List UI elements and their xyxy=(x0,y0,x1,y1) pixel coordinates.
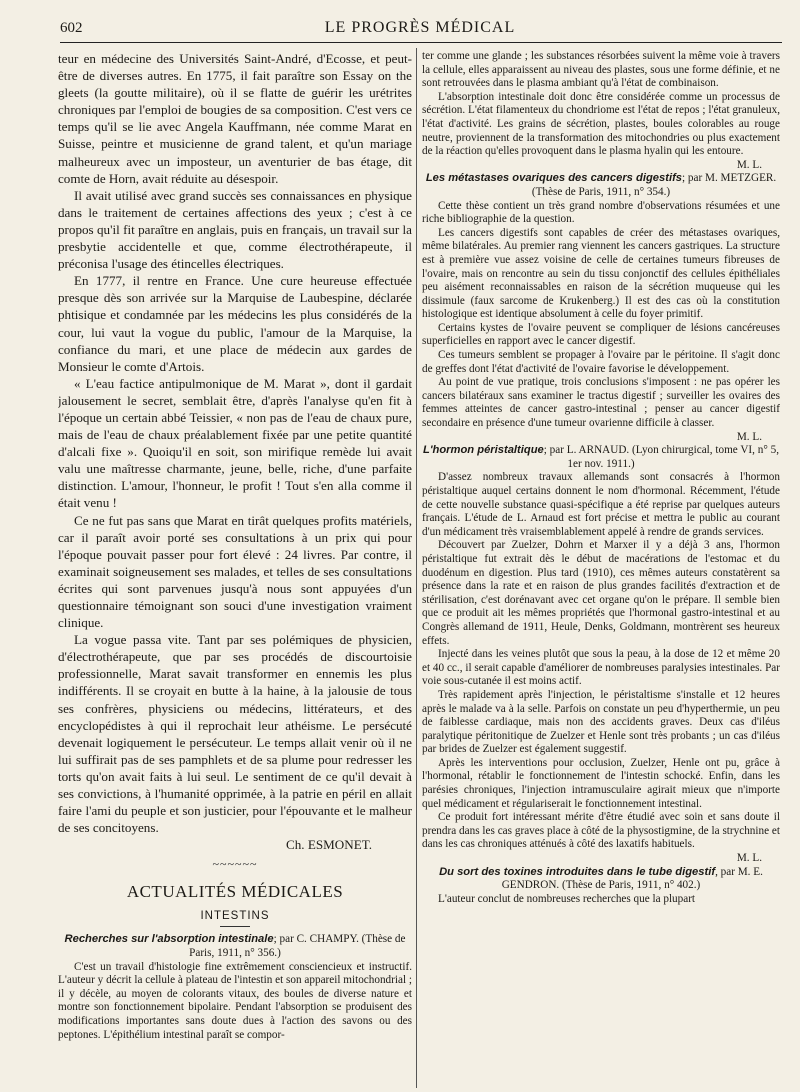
article-text: Très rapidement après l'injection, le péristaltisme s'installe et 12 heures après le malade va à la selle. Parfois on constate un peu d'hyperthermie, un peu de faiblesse cardiaque, mais non des accidents graves. Deux cas d'iléus paralytique péritonitique de Zuelzer et Henle sont très probants ; un cas d'iléus par brides de Zuelzer est également suggestif. xyxy=(422,688,780,756)
article-text: ter comme une glande ; les substances résorbées suivent la même voie à travers la cellule, elles apparaissent au niveau des plastes, sous une forme définie, et ne sont retrouvées dans le plasma ambiant qu'à l'état de combinaison. xyxy=(422,50,780,90)
short-rule xyxy=(220,926,250,927)
column-divider xyxy=(416,48,417,1088)
article-heading xyxy=(422,866,780,893)
article-text: D'assez nombreux travaux allemands sont consacrés à l'hormon péristaltique auquel certains donnent le nom d'hormonal. Récemment, l'étude de cette nouvelle substance quasi-spécifique a été reprise par quelques auteurs français. L'étude de L. Arnaud est fort précise et mettra le public au courant d'un médicament très vraisemblablement appelé à rendre de grands services. xyxy=(422,471,780,538)
header-rule xyxy=(60,42,782,43)
article-text: Au point de vue pratique, trois conclusions s'imposent : ne pas opérer les cancers bilatéraux sans examiner le tractus digestif ; surveiller les ovaires des femmes atteintes de cancer gastro-intestinal ; penser au cancer digestif secondaire en présence d'une tumeur ovarienne difficile à classer. xyxy=(422,376,780,430)
article-text: Injecté dans les veines plutôt que sous la peau, à la dose de 12 et même 20 et 40 cc., il serait capable d'améliorer de nombreuses paralysies intestinales. Par voie sous-cutanée il est moins actif. xyxy=(422,648,780,688)
article-text: C'est un travail d'histologie fine extrêmement consciencieux et instructif. L'auteur y décrit la cellule à plateau de l'intestin et son appareil mitochondrial ; il y décèle, au moyen de colorants vitaux, des boules de diverse nature et montre son fonctionnement bipolaire. Pendant l'absorption se produisent des modifications importantes sans doute dues à l'action des savons ou des peptones. L'épithélium intestinal paraît se compor- xyxy=(58,960,412,1041)
article-text: Les cancers digestifs sont capables de créer des métastases ovariques, même bilatérales. Au premier rang viennent les cancers gastriques. La structure est à première vue assez voisine de celle de certaines tumeurs fibreuses de l'ovaire, mais on rencontre au sein du tissu conjonctif des cellules épithéliales peu aisément reconnaissables en raison de la sécrétion muqueuse qui les dissimule (faux sarcome de Krukenberg.) Il est des cas où la constitution histologique est identique absolument à celle du foyer primitif. xyxy=(422,226,780,321)
article-text: Découvert par Zuelzer, Dohrn et Marxer il y a déjà 3 ans, l'hormon péristaltique fut extrait dès le début de macérations de l'estomac et du duodénum en digestion. Plus tard (1910), ces mêmes auteurs constatèrent sa présence dans la rate et en raison de plus grandes facilités d'extraction et de stérilisation, c'est dorénavant avec cet organe qu'on le prépare. Il semble bien que ce produit ait les mêmes propriétés que l'hormonal gastro-intestinal et au Congrès allemand de 1911, Heule, Denks, Goldmann, montrèrent ses heureux effets. xyxy=(422,539,780,647)
article-text: Cette thèse contient un très grand nombre d'observations résumées et une riche bibliographie de la question. xyxy=(422,199,780,226)
paragraph: Ce ne fut pas sans que Marat en tirât quelques profits matériels, car il paraît avoir porté ses consultations à un prix qui pour l'époque pouvait passer pour fort élevé : 24 livres. Par contre, il examinait soigneusement ses malades, et telles de ses consultations écrites qui sont parvenues jusqu'à nous sont appuyées d'un questionnaire témoignant son souci d'une investigation vraiment clinique. xyxy=(58,512,412,631)
author-signature: Ch. ESMONET. xyxy=(286,837,372,853)
page-header xyxy=(60,18,780,44)
article-citation: ; par C. CHAMPY. (Thèse de Paris, 1911, n° 356.) xyxy=(189,933,406,959)
article-text: Ce produit fort intéressant mérite d'être étudié avec soin et sans doute il prendra dans les cas graves place à côté de la physostigmine, de la strychnine et dans les cas chroniques atténués à côté des laxatifs habituels. xyxy=(422,811,780,851)
article-citation: ; par M. METZGER. (Thèse de Paris, 1911, n° 354.) xyxy=(531,172,777,198)
article-text: Après les interventions pour occlusion, Zuelzer, Henle ont pu, grâce à l'hormonal, rétablir le fonctionnement de l'intestin schocké. Enfin, dans les parésies chroniques, l'injection intramusculaire agirait mieux que n'importe quel médicament et régulariserait le fonctionnement intestinal. xyxy=(422,756,780,810)
article-signature: M. L. xyxy=(736,430,762,443)
journal-title: LE PROGRÈS MÉDICAL xyxy=(324,19,516,36)
section-ornament: ~~~~~~ xyxy=(212,857,258,872)
article-text: L'auteur conclut de nombreuses recherches que la plupart xyxy=(438,892,696,905)
subsection-heading: INTESTINS xyxy=(200,910,270,923)
paragraph: Il avait utilisé avec grand succès ses connaissances en physique dans le traitement de certaines affections des yeux ; c'est à ce propos qu'il fit paraître en anglais, puis en français, un travail sur la presbytie accidentelle et que, comme électrothérapeute, il préconisa l'usage des étincelles électriques. xyxy=(58,187,412,272)
right-column xyxy=(422,50,780,906)
article-heading xyxy=(58,933,412,960)
article-text: Certains kystes de l'ovaire peuvent se compliquer de lésions cancéreuses superficielles en rapport avec le cancer digestif. xyxy=(422,321,780,348)
page-number: 602 xyxy=(60,20,83,36)
article-text: L'absorption intestinale doit donc être considérée comme un processus de sécrétion. L'état filamenteux du chondriome est l'état de repos ; l'état granuleux, l'état d'activité. Les grains de sécrétion, plastes, boules colorables au rouge neutre, proviennent de la transformation des mitochondries ou plus exactement de la réaction qu'elles provoquent dans le plasma hyalin qui les entoure. xyxy=(422,90,780,158)
article-title: Les métastases ovariques des cancers digestifs xyxy=(425,172,683,185)
article-citation: ; par L. ARNAUD. (Lyon chirurgical, tome VI, n° 5, 1er nov. 1911.) xyxy=(543,444,779,470)
article-title: L'hormon péristaltique xyxy=(423,444,544,457)
article-title: Recherches sur l'absorption intestinale xyxy=(64,933,274,946)
article-heading xyxy=(422,444,780,471)
section-heading: ACTUALITÉS MÉDICALES xyxy=(126,882,344,902)
article-title: Du sort des toxines introduites dans le tube digestif xyxy=(439,865,716,878)
paragraph: La vogue passa vite. Tant par ses polémiques de physicien, d'électrothérapeute, que par ses procédés de discourtoisie professionnelle, Marat savait transformer en ennemis les plus indifférents. Il se croyait en butte à la haine, à la jalousie de tous ses confrères, physiciens ou médecins, littérateurs, et des encyclopédistes à qui il reprochait leur athéisme. Le persécuté devenait logiquement le persécuteur. Le temps allait venir où il ne lui suffirait pas de ses pamphlets et de sa plume pour redresser les torts qu'on avait faits à lui seul. Le sentiment de ce qu'il devait à ses convictions, à l'humanité opprimée, à la patrie en péril en allait faire l'ami du peuple et son justicier, pour l'épouvante et le malheur de ses concitoyens. xyxy=(58,632,412,836)
paragraph: En 1777, il rentre en France. Une cure heureuse effectuée presque dès son arrivée sur la Marquise de Laubespine, déclarée phtisique et condamnée par les médecins les plus considérés de la cour, lui vaut la vogue du public, l'amour de la Marquise, la confiance du mari, et une place de médecin aux gardes de Monsieur le comte d'Artois. xyxy=(58,273,412,374)
article-signature: M. L. xyxy=(736,158,762,171)
article-text: Ces tumeurs semblent se propager à l'ovaire par le péritoine. Il s'agit donc de greffes dont l'état d'activité de l'ovaire favorise le développement. xyxy=(422,349,780,375)
paragraph: teur en médecine des Universités Saint-André, d'Ecosse, et peut-être de diverses autres. En 1775, il fait paraître son Essay on the gleets (la goutte militaire), où il se flatte de guérir les urétrites chroniques par l'emploi de bougies de sa composition. C'est vers ce temps qu'il se lie avec Angela Kauffmann, née comme Marat en Suisse, peintre et musicienne de grand talent, et qu'un mariage malheureux avec un imposteur, un aventurier de bas étage, dit comte de Horn, avait réduite au désespoir. xyxy=(58,51,412,186)
paragraph: « L'eau factice antipulmonique de M. Marat », dont il gardait jalousement le secret, semblait être, d'après l'analyse qu'en fit à l'époque un certain abbé Teissier, « non pas de l'eau de chaux pure, mais de l'eau de chaux préalablement fixée par une petite quantité d'alcali fixe ». Quoiqu'il en soit, son mirifique remède lui avait valu une maîtresse charmante, jeune, belle, riche, d'une parfaite distinction. L'amour, l'honneur, le profit ! Tout s'en alla comme il était venu ! xyxy=(58,375,412,511)
article-signature: M. L. xyxy=(736,852,762,865)
article-citation: , par M. E. GENDRON. (Thèse de Paris, 1911, n° 402.) xyxy=(501,865,763,892)
left-column xyxy=(58,50,412,1042)
article-heading xyxy=(422,172,780,199)
